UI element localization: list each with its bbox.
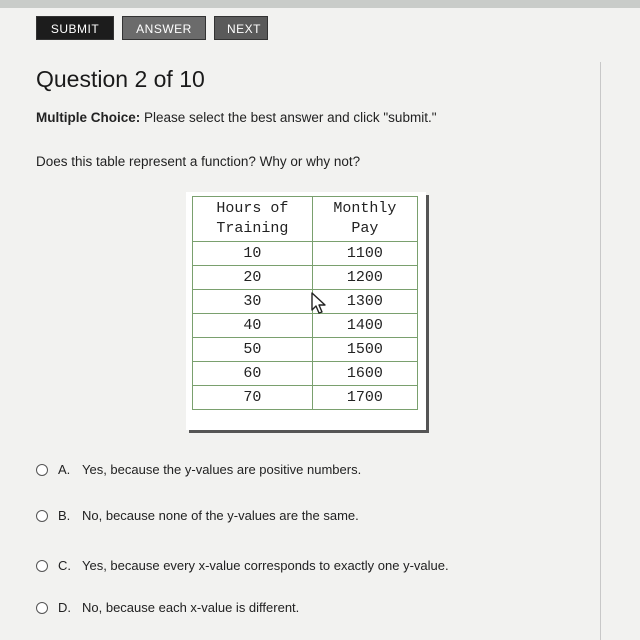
choice-letter: D. bbox=[58, 600, 71, 615]
header-hours-line2: Training bbox=[216, 220, 289, 237]
table-row bbox=[193, 242, 418, 266]
choice-c[interactable] bbox=[36, 558, 449, 573]
choice-text: Yes, because every x-value corresponds to exactly one y-value. bbox=[82, 558, 449, 573]
radio-icon[interactable] bbox=[36, 560, 48, 572]
radio-icon[interactable] bbox=[36, 464, 48, 476]
header-pay bbox=[312, 197, 417, 242]
mouse-cursor-icon bbox=[310, 291, 328, 315]
instruction-label: Multiple Choice: bbox=[36, 110, 141, 125]
choice-d[interactable] bbox=[36, 600, 299, 615]
table-cell: 10 bbox=[193, 242, 313, 266]
header-pay-line2: Pay bbox=[351, 220, 379, 237]
question-title: Question 2 of 10 bbox=[36, 66, 205, 92]
table-cell: 1700 bbox=[312, 386, 417, 410]
table-cell: 1200 bbox=[312, 266, 417, 290]
table-cell: 50 bbox=[193, 338, 313, 362]
table-cell: 30 bbox=[193, 290, 313, 314]
data-table bbox=[192, 196, 418, 410]
table-row bbox=[193, 290, 418, 314]
choice-letter: A. bbox=[58, 462, 71, 477]
header-hours bbox=[193, 197, 313, 242]
table-cell: 70 bbox=[193, 386, 313, 410]
table-header-row bbox=[193, 197, 418, 242]
choice-a[interactable] bbox=[36, 462, 361, 477]
toolbar bbox=[36, 16, 268, 40]
instructions bbox=[36, 110, 437, 125]
table-cell: 1500 bbox=[312, 338, 417, 362]
choice-b[interactable] bbox=[36, 508, 359, 523]
choice-text: No, because each x-value is different. bbox=[82, 600, 300, 615]
divider bbox=[600, 62, 601, 640]
choice-text: No, because none of the y-values are the same. bbox=[82, 508, 359, 523]
choice-text: Yes, because the y-values are positive numbers. bbox=[82, 462, 362, 477]
radio-icon[interactable] bbox=[36, 602, 48, 614]
instruction-text: Please select the best answer and click "submit." bbox=[144, 110, 437, 125]
question-prompt: Does this table represent a function? Why or why not? bbox=[36, 154, 361, 169]
answer-button[interactable]: ANSWER bbox=[122, 16, 206, 40]
table-row bbox=[193, 266, 418, 290]
table-cell: 1300 bbox=[312, 290, 417, 314]
header-hours-line1: Hours of bbox=[216, 200, 289, 217]
table-cell: 40 bbox=[193, 314, 313, 338]
table-cell: 1400 bbox=[312, 314, 417, 338]
data-table-card bbox=[186, 192, 426, 430]
header-pay-line1: Monthly bbox=[333, 200, 397, 217]
next-button[interactable]: NEXT bbox=[214, 16, 268, 40]
table-cell: 1100 bbox=[312, 242, 417, 266]
table-row bbox=[193, 314, 418, 338]
choice-letter: C. bbox=[58, 558, 71, 573]
table-row bbox=[193, 362, 418, 386]
table-cell: 20 bbox=[193, 266, 313, 290]
table-row bbox=[193, 386, 418, 410]
submit-button[interactable]: SUBMIT bbox=[36, 16, 114, 40]
top-strip bbox=[0, 0, 640, 8]
table-cell: 60 bbox=[193, 362, 313, 386]
table-cell: 1600 bbox=[312, 362, 417, 386]
radio-icon[interactable] bbox=[36, 510, 48, 522]
choice-letter: B. bbox=[58, 508, 71, 523]
table-row bbox=[193, 338, 418, 362]
